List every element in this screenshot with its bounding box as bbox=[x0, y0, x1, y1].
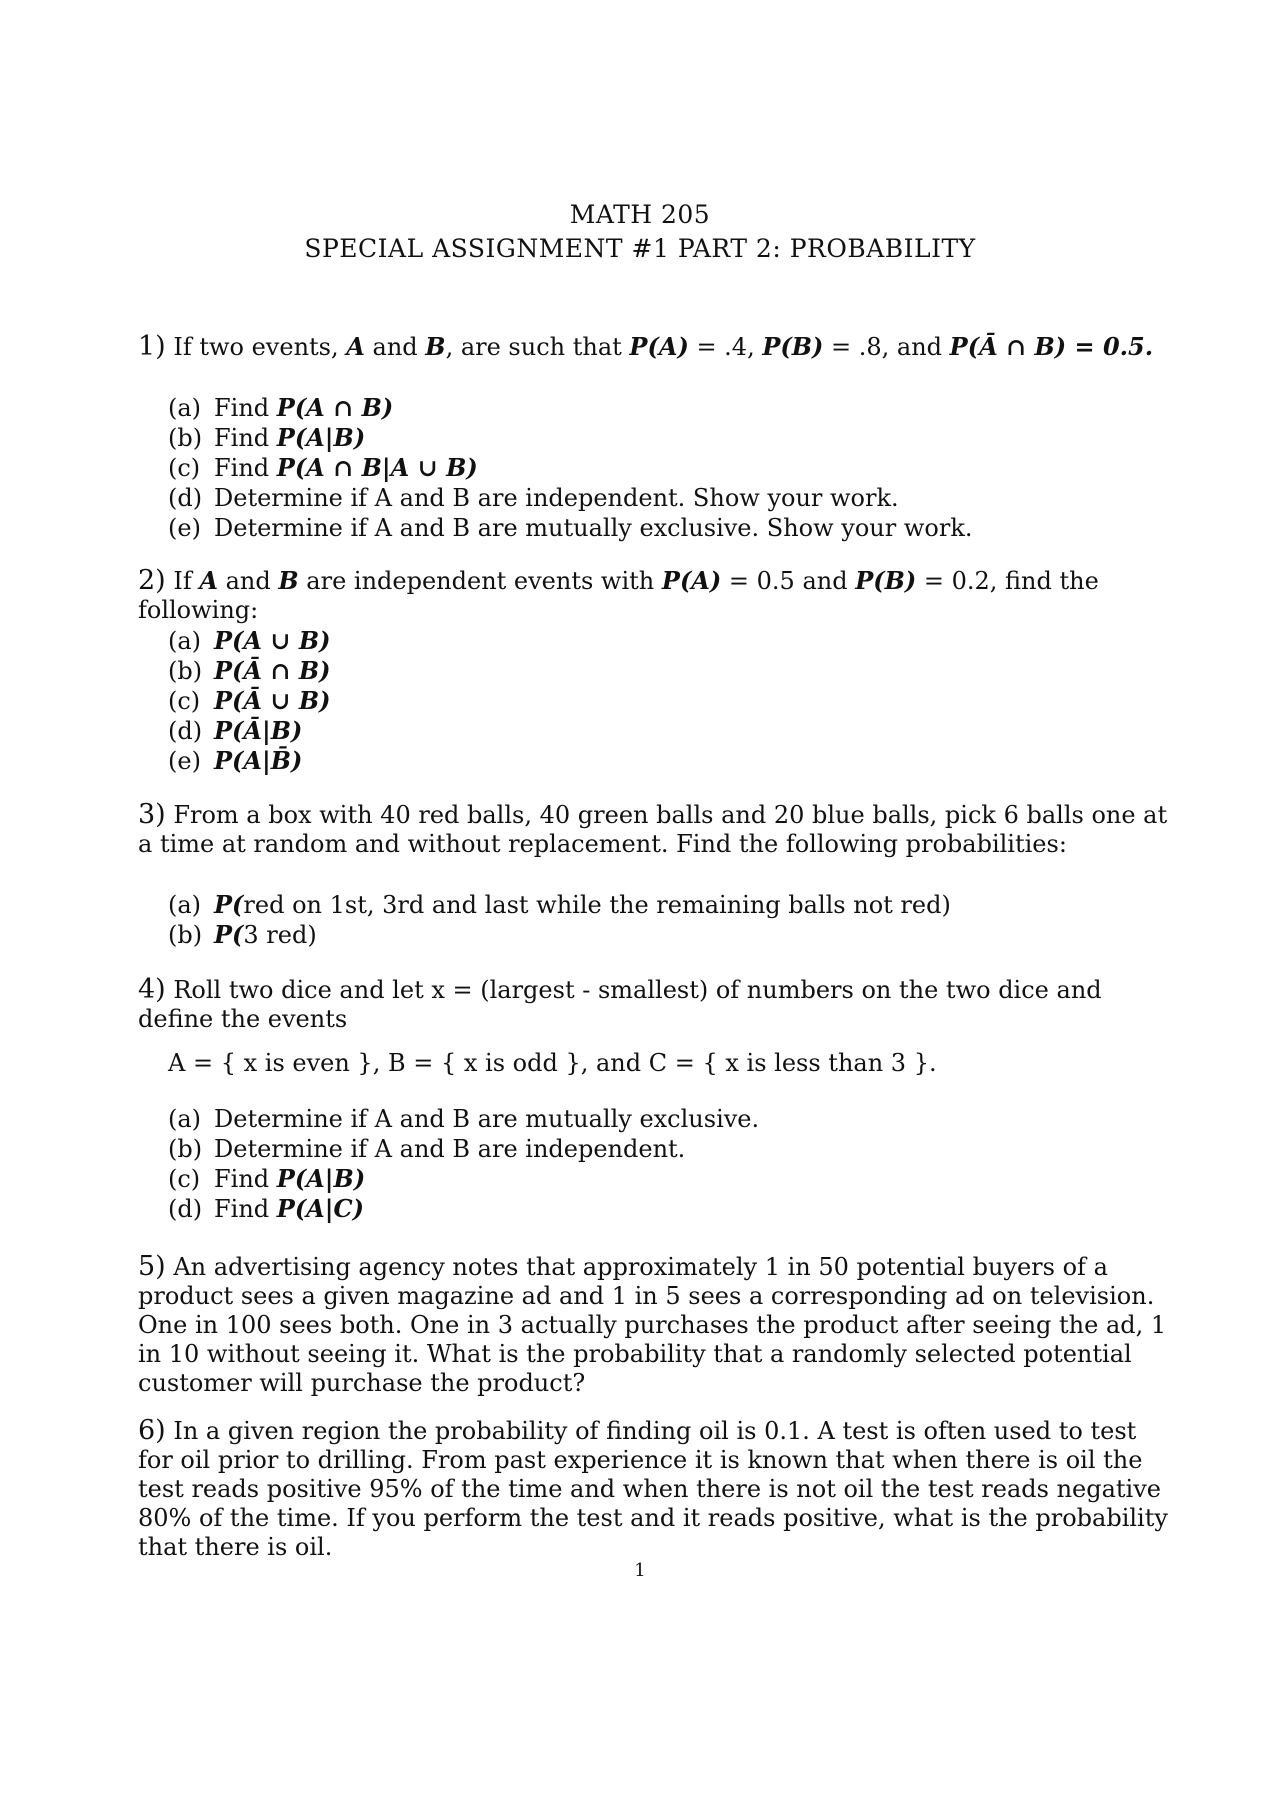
list-item bbox=[168, 513, 1168, 543]
math: ) bbox=[941, 891, 951, 919]
text: = 0.5 and bbox=[721, 567, 856, 595]
list-item bbox=[168, 1164, 1168, 1194]
item-label: (c) bbox=[168, 687, 201, 715]
list-item bbox=[168, 686, 1168, 716]
item-label: (a) bbox=[168, 1105, 202, 1133]
text: 3 red bbox=[243, 921, 308, 949]
list-item bbox=[168, 746, 1168, 776]
problem-4-items bbox=[168, 1104, 1168, 1224]
item-label: (b) bbox=[168, 424, 203, 452]
text: Find bbox=[214, 424, 277, 452]
text: , are such that bbox=[445, 333, 630, 361]
course-title: MATH 205 bbox=[569, 200, 711, 229]
math: A bbox=[199, 566, 218, 595]
math: P(A) bbox=[629, 332, 689, 361]
math: P(A|B) bbox=[276, 1164, 366, 1193]
text: Find bbox=[214, 454, 277, 482]
math: ) bbox=[307, 921, 317, 949]
problem-number: 2) bbox=[138, 565, 166, 596]
problem-4-stem bbox=[138, 975, 1168, 1034]
problem-6-text bbox=[138, 1416, 1168, 1562]
problem-number: 4) bbox=[138, 974, 166, 1005]
item-label: (d) bbox=[168, 484, 203, 512]
math: P(Ā ∩ B) bbox=[214, 656, 331, 685]
math: P(A|C) bbox=[276, 1194, 364, 1223]
text: Find bbox=[214, 394, 277, 422]
list-item bbox=[168, 393, 1168, 423]
problem-number: 3) bbox=[138, 799, 166, 830]
item-label: (c) bbox=[168, 454, 201, 482]
math: P(A ∩ B|A ∪ B) bbox=[276, 453, 478, 482]
item-label: (e) bbox=[168, 514, 201, 542]
list-item bbox=[168, 656, 1168, 686]
item-label: (b) bbox=[168, 921, 203, 949]
problem-2-stem bbox=[138, 566, 1168, 625]
math: P(A|B) bbox=[276, 423, 366, 452]
text: If bbox=[165, 567, 200, 595]
text: = .4, bbox=[688, 333, 763, 361]
problem-5-text bbox=[138, 1252, 1168, 1398]
item-label: (d) bbox=[168, 717, 203, 745]
item-label: (b) bbox=[168, 1135, 203, 1163]
text: and bbox=[364, 333, 426, 361]
list-item bbox=[168, 626, 1168, 656]
list-item bbox=[168, 1104, 1168, 1134]
text: In a given region the probability of finding oil is 0.1. A test is often used to test for oil prior to drilling. From past experience it is known that when there is oil the test reads positive 95% of the time and when there is not oil the test reads negative 80% of the time. If you perform the test and it reads positive, what is the probability that there is oil. bbox=[138, 1417, 1168, 1561]
math: P(A ∩ B) bbox=[276, 393, 394, 422]
math: B bbox=[425, 332, 446, 361]
text: Determine if A and B are mutually exclusive. Show your work. bbox=[214, 514, 973, 542]
item-label: (a) bbox=[168, 627, 202, 655]
list-item bbox=[168, 453, 1168, 483]
item-label: (a) bbox=[168, 394, 202, 422]
math: A bbox=[346, 332, 365, 361]
math: P(Ā ∩ B) bbox=[949, 332, 1067, 361]
list-item bbox=[168, 483, 1168, 513]
text: = 0.5. bbox=[1066, 332, 1154, 361]
text: Find bbox=[214, 1165, 277, 1193]
list-item bbox=[168, 890, 1168, 920]
problem-1-items bbox=[168, 393, 1168, 543]
math: P(Ā|B) bbox=[214, 716, 303, 745]
text: red on 1st, 3rd and last while the remaining balls not red bbox=[243, 891, 942, 919]
text: Find bbox=[214, 1195, 277, 1223]
problem-3-items bbox=[168, 890, 1168, 950]
math: P(A ∪ B) bbox=[214, 626, 331, 655]
text: = 0.2, find the following: bbox=[138, 567, 1099, 624]
text: Roll two dice and let x = (largest - smallest) of numbers on the two dice and define the events bbox=[138, 976, 1102, 1033]
problem-2-items bbox=[168, 626, 1168, 776]
problem-3-stem bbox=[138, 800, 1168, 859]
text: and bbox=[217, 567, 279, 595]
item-label: (a) bbox=[168, 891, 202, 919]
math: P(B) bbox=[855, 566, 917, 595]
text: = .8, and bbox=[823, 333, 950, 361]
item-label: (b) bbox=[168, 657, 203, 685]
math: P( bbox=[214, 920, 244, 949]
math: P(A|B̄) bbox=[214, 746, 303, 775]
list-item bbox=[168, 920, 1168, 950]
math: P(Ā ∪ B) bbox=[214, 686, 331, 715]
math: P(A) bbox=[661, 566, 722, 595]
page-number: 1 bbox=[634, 1560, 646, 1581]
text: An advertising agency notes that approximately 1 in 50 potential buyers of a product sees a given magazine ad and 1 in 5 sees a corresponding ad on television. One in 100 sees both. One in 3 actually purchases the product after seeing the ad, 1 in 10 without seeing it. What is the probability that a randomly selected potential customer will purchase the product? bbox=[138, 1253, 1167, 1397]
text: Determine if A and B are independent. bbox=[214, 1135, 686, 1163]
list-item bbox=[168, 716, 1168, 746]
text: are independent events with bbox=[298, 567, 662, 595]
text: If two events, bbox=[165, 333, 347, 361]
problem-number: 5) bbox=[138, 1251, 166, 1282]
item-label: (c) bbox=[168, 1165, 201, 1193]
list-item bbox=[168, 1134, 1168, 1164]
problem-number: 1) bbox=[138, 331, 166, 362]
text: Determine if A and B are independent. Show your work. bbox=[214, 484, 899, 512]
text: From a box with 40 red balls, 40 green balls and 20 blue balls, pick 6 balls one at a time at random and without replacement. Find the following probabilities: bbox=[138, 801, 1168, 858]
math: P( bbox=[214, 890, 244, 919]
math: P(B) bbox=[762, 332, 824, 361]
item-label: (d) bbox=[168, 1195, 203, 1223]
list-item bbox=[168, 423, 1168, 453]
assignment-subtitle: SPECIAL ASSIGNMENT #1 PART 2: PROBABILITY bbox=[304, 234, 976, 263]
text: Determine if A and B are mutually exclusive. bbox=[214, 1105, 760, 1133]
item-label: (e) bbox=[168, 747, 201, 775]
events-definition: A = { x is even }, B = { x is odd }, and C = { x is less than 3 }. bbox=[168, 1049, 937, 1077]
math: B bbox=[278, 566, 299, 595]
list-item bbox=[168, 1194, 1168, 1224]
problem-number: 6) bbox=[138, 1415, 166, 1446]
problem-1-stem bbox=[138, 332, 1168, 362]
